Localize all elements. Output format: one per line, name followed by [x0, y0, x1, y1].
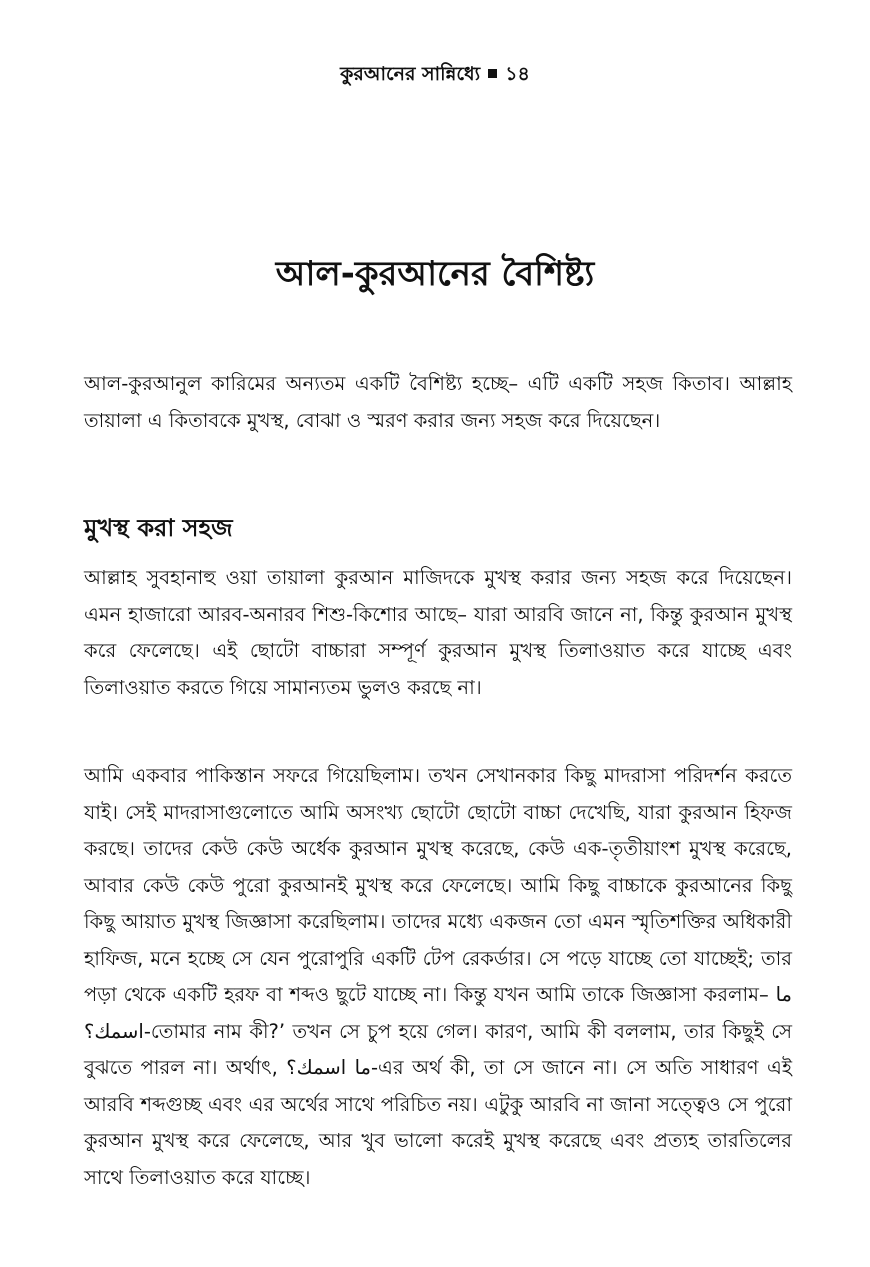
chapter-title: আল-কুরআনের বৈশিষ্ট্য [275, 254, 595, 294]
paragraph-2-text-part-1: আমি একবার পাকিস্তান সফরে গিয়েছিলাম। তখন সেখানকার কিছু মাদরাসা পরিদর্শন করতে যাই। সেই মাদরাসাগুলোতে আমি অসংখ্য ছোটো ছোটো বাচ্চা দেখেছি, যারা কুরআন হিফজ করছে। তাদের কেউ কেউ অর্ধেক কুরআন মুখস্থ করেছে, কেউ এক-তৃতীয়াংশ মুখস্থ করেছে, আবার কেউ কেউ পুরো কুরআনই মুখস্থ করে ফেলেছে। আমি কিছু বাচ্চাকে কুরআনের কিছু কিছু আয়াত মুখস্থ জিজ্ঞাসা করেছিলাম। তাদের মধ্যে একজন তো এমন স্মৃতিশক্তির অধিকারী হাফিজ, মনে হচ্ছে সে যেন পুরোপুরি একটি টেপ রেকর্ডার। সে পড়ে যাচ্ছে তো যাচ্ছেই; তার পড়া থেকে একটি হরফ বা শব্দও ছুটে যাচ্ছে না। কিন্তু যখন আমি তাকে জিজ্ঞাসা করলাম– [84, 764, 792, 1006]
paragraph-2-text-part-2: -তোমার নাম কী?’ তখন সে চুপ হয়ে গেল। কারণ, আমি কী বললাম, তার কিছুই সে বুঝতে পারল না। অর্থাৎ, [84, 1019, 792, 1079]
paragraph-2-text-part-3: -এর অর্থ কী, তা সে জানে না। সে অতি সাধারণ এই আরবি শব্দগুচ্ছ এবং এর অর্থের সাথে পরিচিত নয়। এটুকু আরবি না জানা সত্ত্বেও সে পুরো কুরআন মুখস্থ করে ফেলেছে, আর খুব ভালো করেই মুখস্থ করেছে এবং প্রত্যহ তারতিলের সাথে তিলাওয়াত করে যাচ্ছে। [84, 1056, 792, 1189]
intro-paragraph: আল-কুরআনুল কারিমের অন্যতম একটি বৈশিষ্ট্য হচ্ছে– এটি একটি সহজ কিতাব। আল্লাহ তায়ালা এ কিতাবকে মুখস্থ, বোঝা ও স্মরণ করার জন্য সহজ করে দিয়েছেন। [84, 372, 792, 432]
section-paragraph-2 [84, 758, 792, 1196]
section-paragraph-1: আল্লাহ সুবহানাহু ওয়া তায়ালা কুরআন মাজিদকে মুখস্থ করার জন্য সহজ করে দিয়েছেন। এমন হাজারো আরব-অনারব শিশু-কিশোর আছে– যারা আরবি জানে না, কিন্তু কুরআন মুখস্থ করে ফেলেছে। এই ছোটো বাচ্চারা সম্পূর্ণ কুরআন মুখস্থ তিলাওয়াত করে যাচ্ছে এবং তিলাওয়াত করতে গিয়ে সামান্যতম ভুলও করছে না। [84, 566, 792, 699]
arabic-phrase-1: ما اسمك؟ [84, 983, 792, 1043]
arabic-phrase-2: ما اسمك؟ [286, 1056, 371, 1079]
header-separator-square [488, 69, 497, 78]
running-header [0, 60, 870, 88]
page-number: ১৪ [505, 63, 530, 85]
running-title: কুরআনের সান্নিধ্যে [340, 63, 481, 85]
section-heading: মুখস্থ করা সহজ [84, 514, 233, 542]
